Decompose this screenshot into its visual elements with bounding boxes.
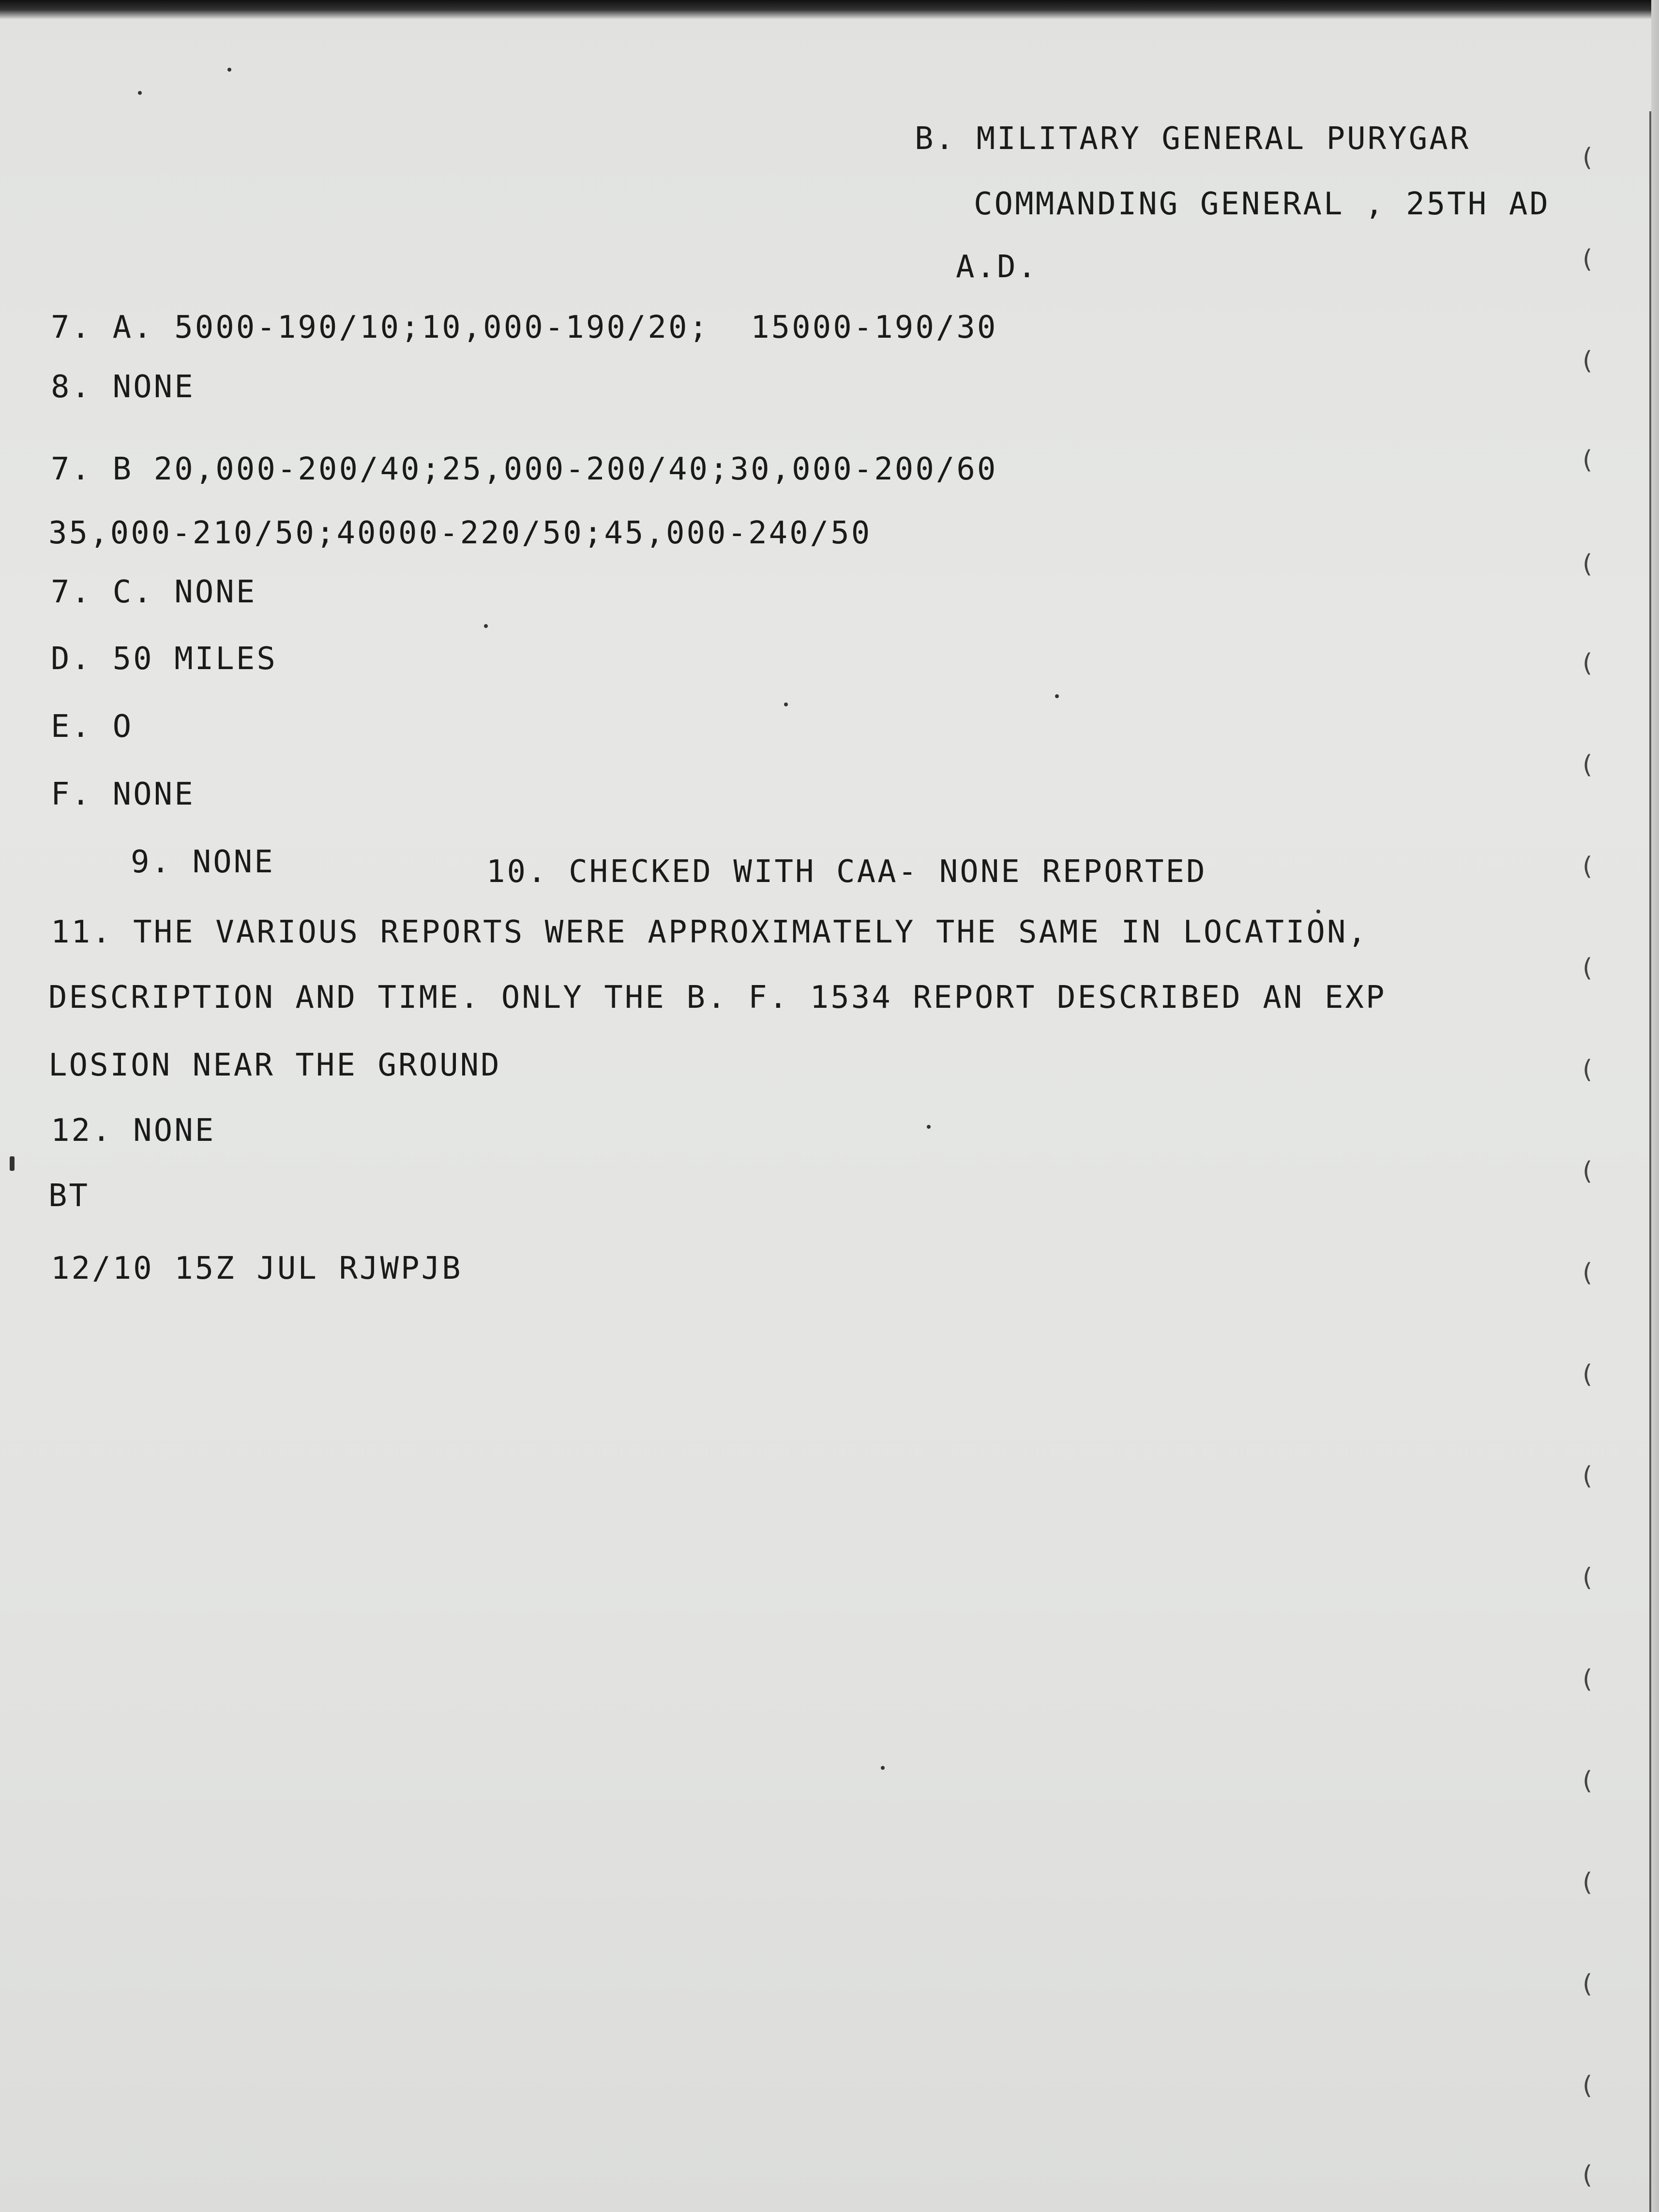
margin-mark: ( <box>1583 954 1593 983</box>
scan-speck <box>138 91 142 95</box>
top-scan-shadow <box>0 0 1659 19</box>
margin-mark: ( <box>1583 550 1593 579</box>
item-11-line-1: 11. THE VARIOUS REPORTS WERE APPROXIMATELY THE SAME IN LOCATION, <box>51 914 1368 950</box>
item-10: 10. CHECKED WITH CAA- NONE REPORTED <box>486 854 1207 890</box>
break-marker: BT <box>48 1178 90 1214</box>
margin-mark: ( <box>1583 852 1593 881</box>
item-7b-continued: 35,000-210/50;40000-220/50;45,000-240/50 <box>48 515 872 551</box>
margin-mark: ( <box>1583 750 1593 779</box>
scan-speck <box>927 1125 931 1129</box>
item-7b: 7. B 20,000-200/40;25,000-200/40;30,000-200/60 <box>51 451 998 487</box>
margin-mark: ( <box>1583 1868 1593 1897</box>
item-7a: 7. A. 5000-190/10;10,000-190/20; 15000-190/30 <box>51 310 998 345</box>
margin-mark: ( <box>1583 1970 1593 1999</box>
scan-speck <box>1316 910 1320 913</box>
margin-mark: ( <box>1583 1258 1593 1287</box>
margin-mark: ( <box>1583 245 1593 274</box>
margin-mark: ( <box>1583 1462 1593 1491</box>
item-11-line-2: DESCRIPTION AND TIME. ONLY THE B. F. 1534 REPORT DESCRIBED AN EXP <box>48 980 1387 1016</box>
margin-mark: ( <box>1583 446 1593 475</box>
item-11-line-3: LOSION NEAR THE GROUND <box>48 1047 501 1083</box>
dtg-line: 12/10 15Z JUL RJWPJB <box>51 1251 463 1286</box>
item-12: 12. NONE <box>51 1113 216 1149</box>
right-margin-line <box>1649 111 1651 2212</box>
scan-speck <box>784 702 788 706</box>
margin-mark: ( <box>1583 346 1593 375</box>
scan-speck <box>881 1766 885 1770</box>
item-7c: 7. C. NONE <box>51 574 257 610</box>
header-line-2: COMMANDING GENERAL , 25TH AD <box>974 186 1550 222</box>
margin-mark: ( <box>1583 2071 1593 2100</box>
right-scan-edge <box>1651 0 1659 2212</box>
item-e: E. O <box>51 709 134 745</box>
header-line-3: A.D. <box>956 249 1039 285</box>
margin-mark: ( <box>1583 1766 1593 1795</box>
item-9: 9. NONE <box>131 844 275 880</box>
item-d: D. 50 MILES <box>51 641 277 677</box>
header-line-1: B. MILITARY GENERAL PURYGAR <box>915 121 1471 157</box>
item-8: 8. NONE <box>51 369 195 405</box>
scan-speck <box>227 68 231 72</box>
scan-speck <box>1055 694 1059 698</box>
margin-mark: ( <box>1583 1157 1593 1186</box>
margin-mark: ( <box>1583 143 1593 172</box>
margin-mark: ( <box>1583 1665 1593 1694</box>
margin-mark: ( <box>1583 2161 1593 2190</box>
scan-speck <box>484 624 488 628</box>
item-f: F. NONE <box>51 777 195 812</box>
margin-mark: ( <box>1583 649 1593 678</box>
margin-mark: ( <box>1583 1055 1593 1084</box>
scan-speck <box>10 1156 15 1171</box>
margin-mark: ( <box>1583 1360 1593 1389</box>
margin-mark: ( <box>1583 1563 1593 1592</box>
